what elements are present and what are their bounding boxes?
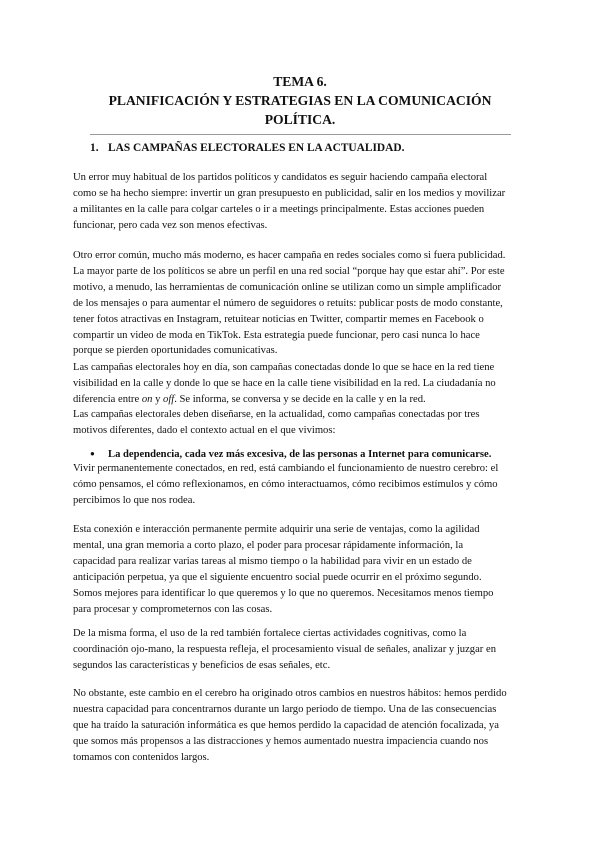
document-title-line-3: POLÍTICA. (264, 112, 336, 127)
section-heading (90, 141, 404, 156)
text-line: segundos las características y beneficios de esas señales, etc. (73, 659, 331, 671)
text-line: porque se pierden oportunidades comunicativas. (73, 345, 278, 357)
text-line: capacidad para realizar varias tareas al mismo tiempo o la habilidad para vivir en un estado de (73, 555, 472, 567)
text-line: tomamos con contenidos largos. (73, 751, 210, 763)
paragraph-7 (73, 626, 529, 674)
text-line: percibimos lo que nos rodea. (73, 494, 196, 506)
bullet-icon: ● (90, 449, 95, 458)
text-line: motivos diferentes, dado el contexto actual en el que vivimos: (73, 424, 336, 436)
paragraph-2 (73, 248, 529, 359)
italic-off: off (163, 393, 175, 405)
document-title-line-1: TEMA 6. (273, 74, 327, 89)
text-line: visibilidad en la calle y donde lo que se hace en la calle tiene visibilidad en la red. La ciudadanía no (73, 377, 496, 389)
text-line: motivo, a menudo, las herramientas de comunicación online se utilizan como un simple amplificador (73, 281, 502, 293)
text-line: funcionar, pero cada vez son menos efectivas. (73, 219, 268, 231)
text-run: . Se informa, se conversa y se decide en la calle y en la red. (174, 393, 426, 405)
text-line: tener fotos atractivas en Instagram, retuitear noticias en Twitter, compartir memes en Facebook o (73, 313, 484, 325)
text-line: Somos mejores para identificar lo que queremos y lo que no queremos. Necesitamos menos tiempo (73, 587, 494, 599)
text-line: como se ha hecho siempre: invertir un gran presupuesto en publicidad, salir en los medios y movilizar (73, 187, 506, 199)
paragraph-5 (73, 461, 529, 509)
title-divider (90, 134, 511, 135)
text-run: diferencia entre (73, 393, 142, 405)
text-line: cómo pensamos, el cómo reflexionamos, en cómo interactuamos, cómo recibimos estímulos y cómo (73, 478, 498, 490)
text-line: anticipación perpetua, ya que el siguiente encuentro social puede ocurrir en el próximo segundo. (73, 571, 482, 583)
paragraph-4 (73, 407, 529, 439)
paragraph-6 (73, 522, 529, 617)
paragraph-1 (73, 170, 529, 234)
text-line: Esta conexión e interacción permanente permite adquirir una serie de ventajas, como la agilidad (73, 524, 480, 535)
text-line: Las campañas electorales deben diseñarse, en la actualidad, como campañas conectadas por tres (73, 409, 480, 420)
text-line: nuestra capacidad para concentrarnos durante un largo periodo de tiempo. Una de las consecuencias (73, 703, 497, 715)
text-line: Las campañas electorales hoy en día, son campañas conectadas donde lo que se hace en la red tiene (73, 362, 495, 373)
text-line: de los mensajes o para aumentar el número de seguidores o retuits: publicar posts de modo constante, (73, 297, 503, 309)
section-number: 1. (90, 142, 99, 154)
text-line: que ha traído la saturación informática es que hemos perdido la capacidad de atención focalizada, ya (73, 719, 499, 731)
text-line: Vivir permanentemente conectados, en red, está cambiando el funcionamiento de nuestro cerebro: el (73, 463, 499, 474)
paragraph-3 (73, 360, 529, 408)
text-line: para procesar y comprometernos con las cosas. (73, 603, 273, 615)
document-title-line-2: PLANIFICACIÓN Y ESTRATEGIAS EN LA COMUNICACIÓN (108, 93, 492, 108)
text-line: coordinación ojo-mano, la respuesta refleja, el procesamiento visual de señales, analizar y juzgar en (73, 643, 496, 655)
text-line: No obstante, este cambio en el cerebro ha originado otros cambios en nuestros hábitos: hemos perdido (73, 688, 507, 699)
text-line: Un error muy habitual de los partidos políticos y candidatos es seguir haciendo campaña electoral (73, 172, 488, 183)
text-line: Otro error común, mucho más moderno, es hacer campaña en redes sociales como si fuera publicidad. (73, 250, 506, 261)
text-line: a militantes en la calle para colgar carteles o ir a meetings principalmente. Estas acciones pueden (73, 203, 485, 215)
text-line: que somos más propensos a las distracciones y hemos aumentado nuestra impaciencia cuando nos (73, 735, 489, 747)
text-line: De la misma forma, el uso de la red también fortalece ciertas actividades cognitivas, como la (73, 628, 467, 639)
text-line: mental, una gran memoria a corto plazo, el poder para procesar rápidamente información, la (73, 539, 464, 551)
section-heading-text: LAS CAMPAÑAS ELECTORALES EN LA ACTUALIDAD. (108, 142, 405, 154)
paragraph-8 (73, 686, 529, 766)
text-line: compartir un video de moda en TikTok. Esta estrategia puede funcionar, pero casi nunca lo hace (73, 329, 480, 341)
bullet-text: La dependencia, cada vez más excesiva, de las personas a Internet para comunicarse. (108, 449, 492, 460)
text-line (73, 392, 529, 408)
italic-on: on (141, 393, 153, 405)
text-line: La mayor parte de los políticos se abre un perfil en una red social “porque hay que estar ahí”. Por este (73, 265, 505, 277)
text-run: y (152, 393, 164, 405)
